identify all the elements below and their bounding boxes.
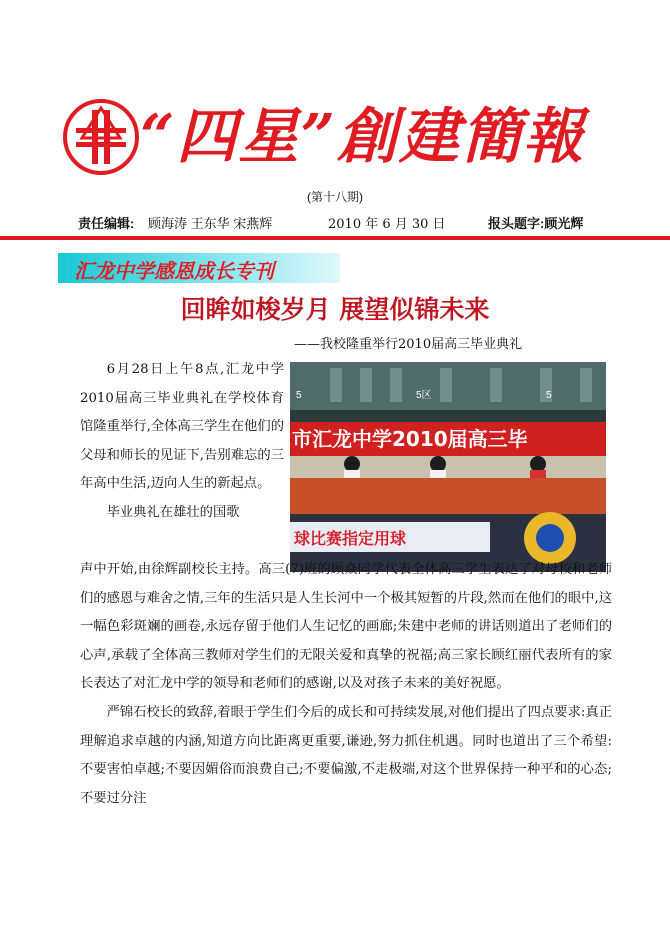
photo-zone-mid: 5区 [416, 390, 432, 401]
article-paragraph-3: 严锦石校长的致辞,着眼于学生们今后的成长和可持续发展,对他们提出了四点要求:真正理解追求卓越的内涵,知道方向比距离更重要,谦逊,努力抓住机遇。同时也道出了三个希望:不要害怕卓越;不要因媚俗而浪费自己;不要偏激,不走极端,对这个世界保持一种平和的心态;不要过分注 [80, 704, 612, 806]
editors-label: 责任编辑: [78, 216, 135, 231]
issue-number: (第十八期) [307, 190, 363, 204]
photo-zone-left: 5 [296, 390, 302, 401]
article-subtitle: ——我校隆重举行2010届高三毕业典礼 [294, 337, 523, 352]
article-column-text [80, 356, 284, 528]
issue-date: 2010 年 6 月 30 日 [328, 217, 446, 232]
ceremony-photo [290, 362, 606, 572]
article-paragraph-2-start: 毕业典礼在雄壮的国歌 [106, 504, 240, 520]
article-paragraph-2-rest: 声中开始,由徐辉副校长主持。高三(7)班的顾焱同学代表全体高三学生表达了对母校和老师们的感恩与难舍之情,三年的生活只是人生长河中一个极其短暂的片段,然而在他们的眼中,这一幅色彩斑斓的画卷,永远存留于他们人生记忆的画廊;朱建中老师的讲话则道出了老师们的心声,承载了全体高三教师对学生们的无限关爱和真挚的祝福;高三家长顾红丽代表所有的家长表达了对汇龙中学的领导和老师们的感谢,以及对孩子未来的美好祝愿。 [80, 562, 612, 692]
photo-sign-text: 球比赛指定用球 [294, 529, 407, 548]
section-title: 汇龙中学感恩成长专刊 [74, 259, 274, 283]
article-headline: 回眸如梭岁月 展望似锦未来 [180, 295, 490, 324]
header-divider [0, 236, 670, 240]
school-logo-icon [62, 98, 140, 176]
photo-zone-right: 5 [546, 390, 552, 401]
article-paragraph-1: 6月28日上午8点,汇龙中学2010届高三毕业典礼在学校体育馆隆重举行,全体高三学生在他们的父母和师长的见证下,告别难忘的三年高中生活,迈向人生的新起点。 [80, 362, 284, 492]
editors-names: 顾海涛 王东华 宋燕辉 [148, 216, 273, 231]
article-full-width-text [80, 556, 612, 813]
masthead-title: “四星”創建簡報 [140, 102, 586, 172]
inscription-credit: 报头题字:顾光辉 [488, 216, 584, 231]
photo-banner-text: 市汇龙中学2010届高三毕 [292, 427, 528, 451]
